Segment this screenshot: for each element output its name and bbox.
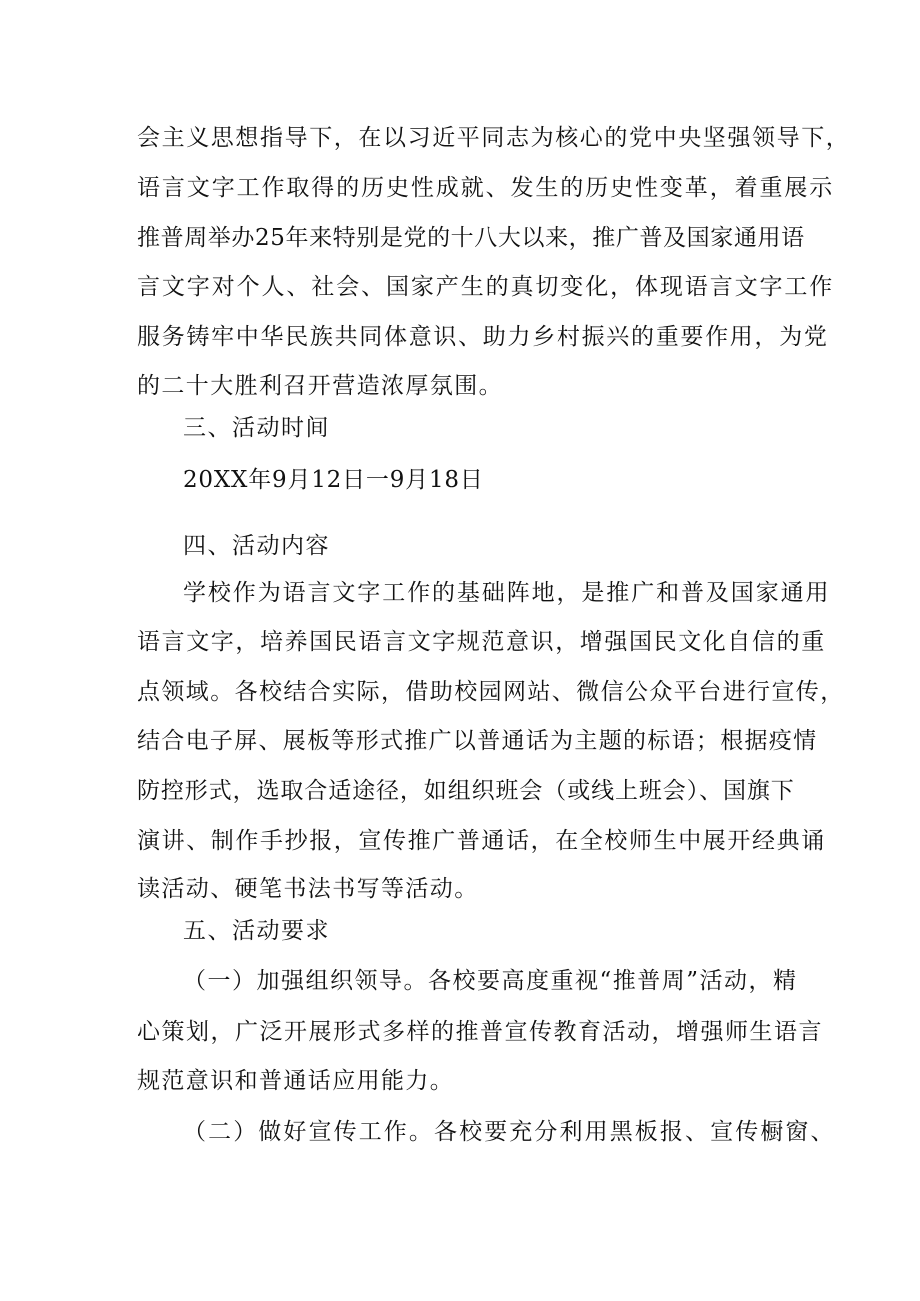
- intro-line-6: 的二十大胜利召开营造浓厚氛围。: [137, 373, 503, 399]
- section-4-line-3: 点领域。各校结合实际，借助校园网站、微信公众平台进行宣传，: [137, 679, 845, 705]
- section-4-line-7: 读活动、硬笔书法书写等活动。: [137, 876, 479, 902]
- section-4-line-4: 结合电子屏、展板等形式推广以普通话为主题的标语；根据疫情: [137, 728, 818, 754]
- section-4-line-2: 语言文字，培养国民语言文字规范意识，增强国民文化自信的重: [137, 629, 826, 655]
- section-3-heading: 三、活动时间: [183, 415, 330, 441]
- section-5-heading: 五、活动要求: [183, 918, 330, 944]
- section-4-line-5: 防控形式，选取合适途径，如组织班会（或线上班会）、国旗下: [137, 778, 795, 804]
- section-5-item-1-line-2: 心策划，广泛开展形式多样的推普宣传教育活动，增强师生语言: [137, 1019, 823, 1045]
- intro-line-3: 推普周举办25年来特别是党的十八大以来，推广普及国家通用语: [137, 225, 805, 251]
- section-4-heading: 四、活动内容: [183, 533, 330, 559]
- intro-line-4: 言文字对个人、社会、国家产生的真切变化，体现语言文字工作: [137, 274, 835, 300]
- section-4-line-6: 演讲、制作手抄报，宣传推广普通话，在全校师生中展开经典诵: [137, 828, 826, 854]
- section-5-item-2-line-1: （二）做好宣传工作。各校要充分利用黑板报、宣传橱窗、: [183, 1119, 836, 1145]
- section-5-item-1-line-1: （一）加强组织领导。各校要高度重视“推普周”活动，精: [183, 968, 798, 994]
- activity-date: 20XX年9月12日一9月18日: [183, 467, 484, 493]
- section-5-item-1-line-3: 规范意识和普通话应用能力。: [137, 1068, 455, 1094]
- intro-line-1: 会主义思想指导下，在以习近平同志为核心的党中央坚强领导下，: [137, 125, 851, 151]
- intro-line-5: 服务铸牢中华民族共同体意识、助力乡村振兴的重要作用，为党: [137, 324, 829, 350]
- intro-line-2: 语言文字工作取得的历史性成就、发生的历史性变革，着重展示: [137, 175, 835, 201]
- section-4-line-1: 学校作为语言文字工作的基础阵地，是推广和普及国家通用: [183, 580, 831, 606]
